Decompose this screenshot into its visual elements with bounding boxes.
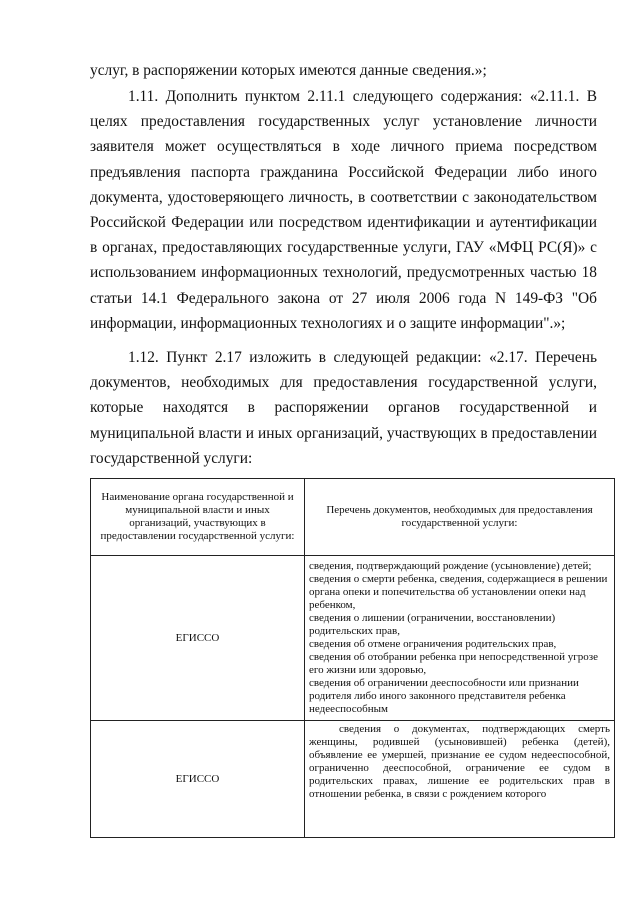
organization-cell: ЕГИССО xyxy=(91,721,305,838)
organization-cell: ЕГИССО xyxy=(91,556,305,721)
documents-table xyxy=(90,478,615,838)
table-header-row xyxy=(91,479,615,556)
paragraph-1-12: 1.12. Пункт 2.17 изложить в следующей редакции: «2.17. Перечень документов, необходимых для предоставления государственной услуги, которые находятся в распоряжении органов государственной и муниципальной власти и иных организаций, участвующих в предоставлении государственной услуги: xyxy=(90,349,597,467)
document-item: сведения об отобрании ребенка при непосредственной угрозе его жизни или здоровью, xyxy=(309,651,598,676)
document-item: сведения о лишении (ограничении, восстановлении) родительских прав, xyxy=(309,612,556,637)
documents-cell xyxy=(305,556,615,721)
table-row xyxy=(91,721,615,838)
table-row xyxy=(91,556,615,721)
header-organization: Наименование органа государственной и муниципальной власти и иных организаций, участвующих в предоставлении государственной услуги: xyxy=(91,479,305,556)
document-item: сведения, подтверждающий рождение (усыновление) детей; xyxy=(309,560,592,572)
document-item: сведения об отмене ограничения родительских прав, xyxy=(309,638,557,650)
documents-cell: сведения о документах, подтверждающих смерть женщины, родившей (усыновившей) ребенка (детей), объявление ее умершей, признание ее судом недееспособной, ограниченно дееспособной, ограничение ее судом в родительских правах, лишение ее родительских прав в отношении ребенка, в связи с рождением которого xyxy=(305,721,615,838)
paragraph-1-11: 1.11. Дополнить пунктом 2.11.1 следующего содержания: «2.11.1. В целях предоставления государственных услуг установление личности заявителя может осуществляться в ходе личного приема посредством предъявления паспорта гражданина Российской Федерации либо иного документа, удостоверяющего личность, в соответствии с законодательством Российской Федерации или посредством идентификации и аутентификации в органах, предоставляющих государственные услуги, ГАУ «МФЦ РС(Я)» с использованием информационных технологий, предусмотренных частью 18 статьи 14.1 Федерального закона от 27 июля 2006 года N 149-ФЗ "Об информации, информационных технологиях и о защите информации".»; xyxy=(90,88,597,332)
paragraph-continuation: услуг, в распоряжении которых имеются данные сведения.»; xyxy=(90,62,487,79)
document-item: сведения об ограничении дееспособности или признании родителя либо иного законного представителя ребенка недееспособным xyxy=(309,677,579,715)
document-item: сведения о смерти ребенка, сведения, содержащиеся в решении органа опеки и попечительства об установлении опеки над ребенком, xyxy=(309,573,608,611)
header-documents: Перечень документов, необходимых для предоставления государственной услуги: xyxy=(305,479,615,556)
